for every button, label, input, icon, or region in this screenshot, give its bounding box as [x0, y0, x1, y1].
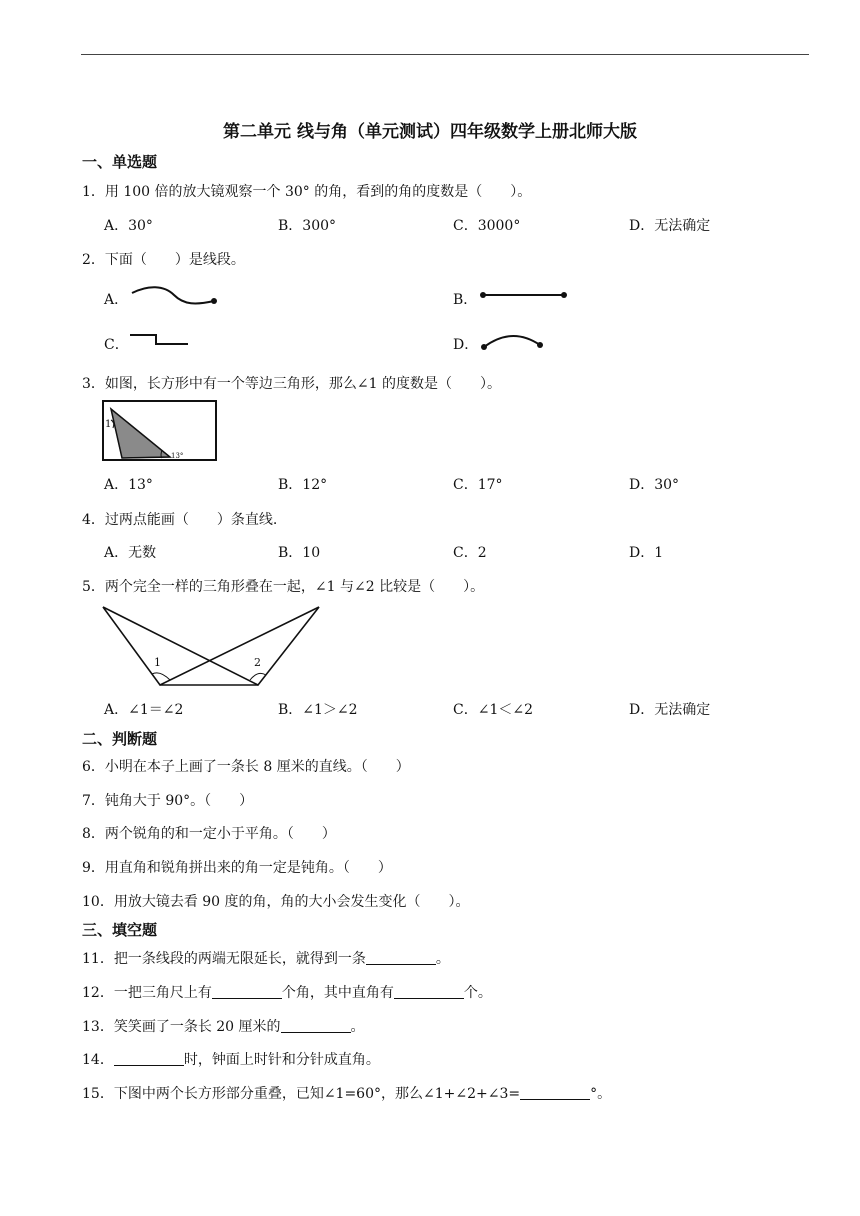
question-13 [82, 1016, 365, 1036]
section-heading-single-choice: 一、单选题 [82, 153, 158, 171]
q11-text-pre: 11．把一条线段的两端无限延长，就得到一条 [82, 951, 366, 967]
q3-option-b[interactable]: B．12° [278, 477, 328, 493]
q14-text-pre: 14． [82, 1052, 114, 1068]
q2-option-b[interactable]: B． [453, 292, 478, 308]
q13-text-pre: 13．笑笑画了一条长 20 厘米的 [82, 1019, 281, 1035]
q5-angle-2-label: 2 [254, 656, 261, 669]
question-7: 7．钝角大于 90°。（ ） [82, 793, 254, 809]
q4-option-d[interactable]: D．1 [629, 545, 664, 561]
q4-option-c[interactable]: C．2 [453, 545, 487, 561]
q12-answer-blank-2[interactable] [394, 984, 464, 999]
question-1: 1．用 100 倍的放大镜观察一个 30° 的角，看到的角的度数是（ ）。 [82, 184, 532, 200]
q5-option-d[interactable]: D．无法确定 [629, 702, 711, 718]
q15-answer-blank[interactable] [520, 1085, 590, 1100]
q3-angle-1-label: 1 [105, 419, 112, 430]
q2-option-d[interactable]: D． [453, 337, 479, 353]
q12-text-post: 个。 [463, 985, 492, 1001]
q13-answer-blank[interactable] [281, 1018, 351, 1033]
question-8: 8．两个锐角的和一定小于平角。（ ） [82, 826, 336, 842]
question-3: 3．如图，长方形中有一个等边三角形，那么∠1 的度数是（ ）。 [82, 376, 501, 392]
q5-option-b[interactable]: B．∠1＞∠2 [278, 702, 358, 718]
q2-option-a[interactable]: A． [104, 292, 129, 308]
q13-text-post: 。 [350, 1019, 365, 1035]
question-6: 6．小明在本子上画了一条长 8 厘米的直线。（ ） [82, 759, 410, 775]
header-rule [81, 54, 809, 55]
q2-curve-figure-a [130, 283, 220, 309]
q1-option-d[interactable]: D．无法确定 [629, 218, 711, 234]
q3-option-d[interactable]: D．30° [629, 477, 680, 493]
q3-rectangle-triangle-figure [102, 400, 218, 462]
q14-text-post: 时，钟面上时针和分针成直角。 [183, 1052, 380, 1068]
q12-answer-blank-1[interactable] [212, 984, 282, 999]
question-10: 10．用放大镜去看 90 度的角，角的大小会发生变化（ ）。 [82, 894, 470, 910]
q15-text-pre: 15．下图中两个长方形部分重叠，已知∠1=60°，那么∠1+∠2+∠3= [82, 1086, 521, 1102]
question-11 [82, 948, 450, 968]
q2-segment-figure-b [478, 288, 570, 302]
question-4: 4．过两点能画（ ）条直线. [82, 512, 278, 528]
q1-option-b[interactable]: B．300° [278, 218, 337, 234]
q5-angle-1-label: 1 [154, 656, 161, 669]
question-5: 5．两个完全一样的三角形叠在一起，∠1 与∠2 比较是（ ）。 [82, 579, 485, 595]
q15-text-post: °。 [590, 1086, 612, 1102]
page-title: 第二单元 线与角（单元测试）四年级数学上册北师大版 [223, 122, 637, 142]
q5-option-c[interactable]: C．∠1＜∠2 [453, 702, 533, 718]
section-heading-true-false: 二、判断题 [82, 730, 158, 748]
q14-answer-blank[interactable] [114, 1051, 184, 1066]
q12-text-pre: 12．一把三角尺上有 [82, 985, 212, 1001]
q2-step-figure-c [128, 332, 192, 348]
q4-option-b[interactable]: B．10 [278, 545, 321, 561]
question-2: 2．下面（ ）是线段。 [82, 252, 245, 268]
q5-option-a[interactable]: A．∠1＝∠2 [104, 702, 184, 718]
q3-option-c[interactable]: C．17° [453, 477, 503, 493]
q12-text-mid: 个角，其中直角有 [281, 985, 394, 1001]
question-9: 9．用直角和锐角拼出来的角一定是钝角。（ ） [82, 860, 392, 876]
question-12 [82, 982, 492, 1002]
q2-option-c[interactable]: C． [104, 337, 129, 353]
question-15 [82, 1083, 611, 1103]
q1-option-c[interactable]: C．3000° [453, 218, 521, 234]
q4-option-a[interactable]: A．无数 [104, 545, 157, 561]
q5-overlapping-triangles-figure [100, 604, 322, 688]
q2-arc-figure-d [478, 330, 548, 352]
section-heading-fill-blank: 三、填空题 [82, 921, 158, 939]
q11-answer-blank[interactable] [366, 950, 436, 965]
q11-text-post: 。 [435, 951, 450, 967]
q1-option-a[interactable]: A．30° [104, 218, 153, 234]
q3-option-a[interactable]: A．13° [104, 477, 153, 493]
q3-angle-13-label: 13° [171, 452, 184, 460]
question-14 [82, 1049, 380, 1069]
